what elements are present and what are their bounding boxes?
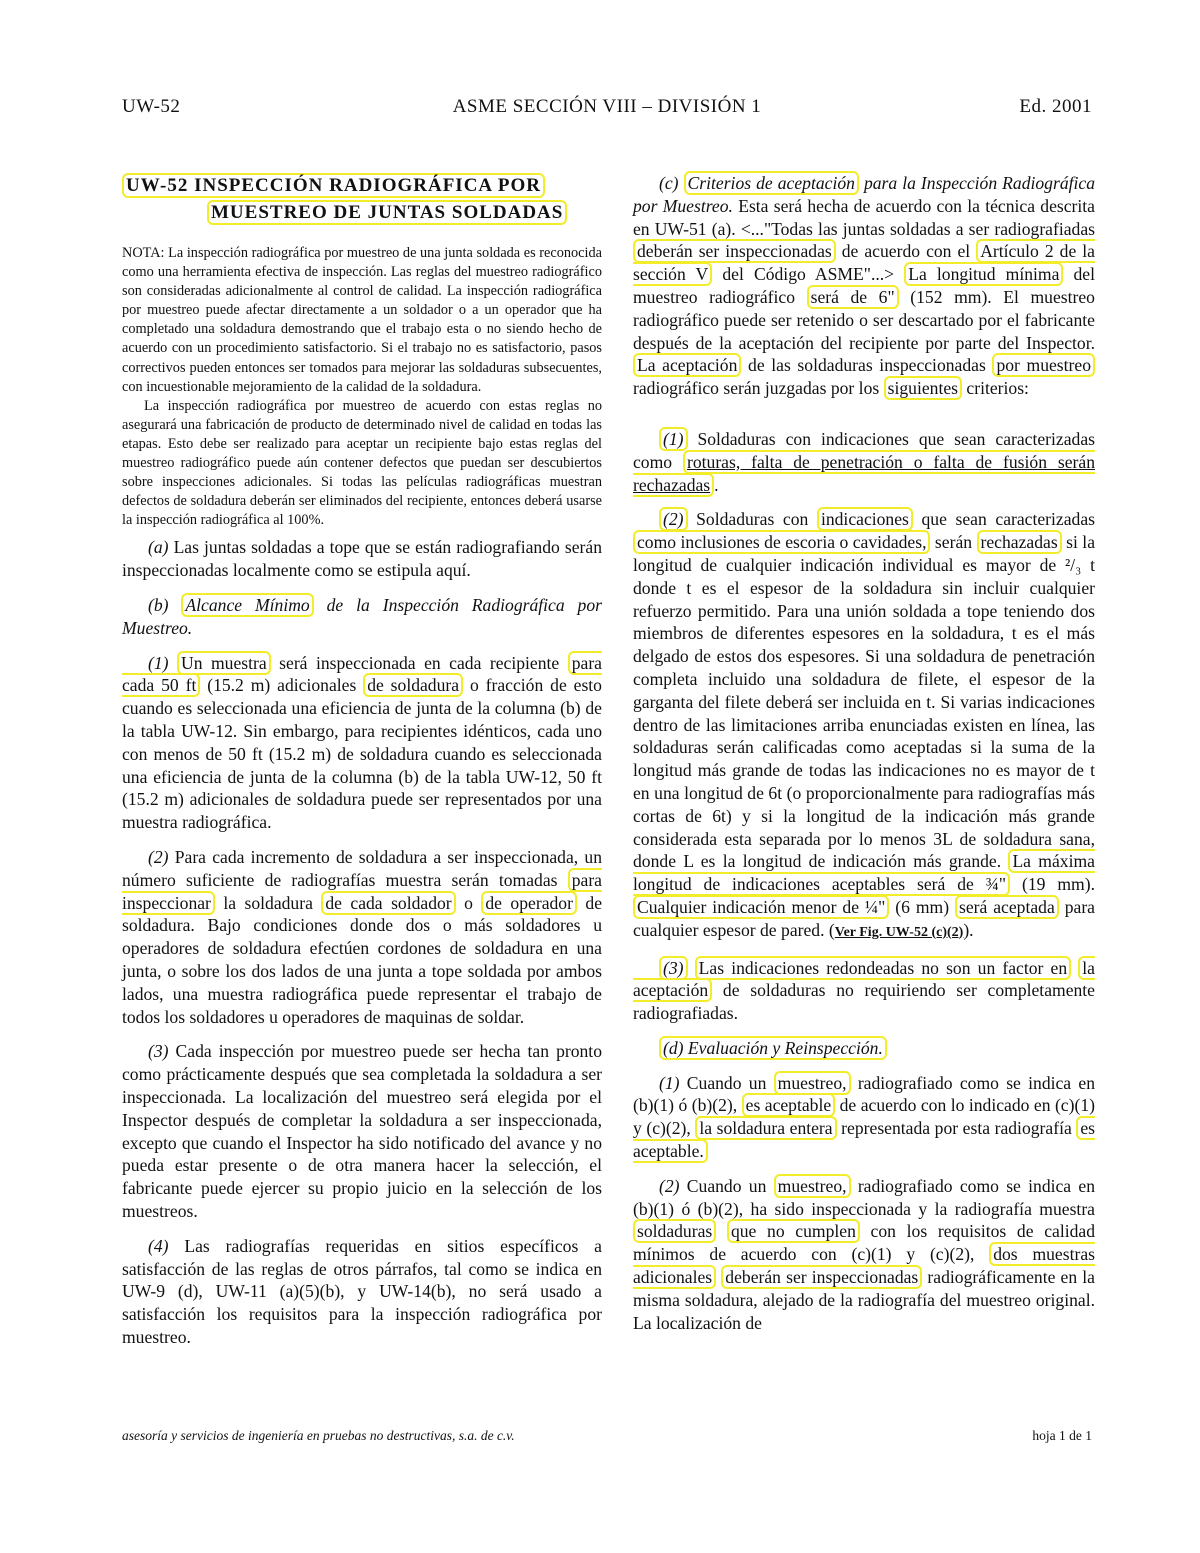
paragraph-c3: (3) Las indicaciones redondeadas no son un factor en la aceptación de soldaduras no requiriendo ser completamente radiografiadas. — [633, 957, 1095, 1024]
left-column — [122, 172, 602, 1361]
title-line-2: MUESTREO DE JUNTAS SOLDADAS — [207, 200, 567, 225]
title-line-1: UW-52 INSPECCIÓN RADIOGRÁFICA POR — [122, 173, 545, 198]
paragraph-c1: (1) Soldaduras con indicaciones que sean caracterizadas como roturas, falta de penetración o falta de fusión serán rechazadas . — [633, 428, 1095, 495]
header-title: ASME SECCIÓN VIII – DIVISIÓN 1 — [452, 96, 762, 117]
paragraph-d1: (1) Cuando un muestreo, radiografiado como se indica en (b)(1) ó (b)(2), es aceptable de acuerdo con lo indicado en (c)(1) y (c)(2), la soldadura entera representada por esta radiografía es aceptable. — [633, 1072, 1095, 1162]
note-paragraph-1: NOTA: La inspección radiográfica por muestreo de una junta soldada es reconocida como una herramienta efectiva de inspección. Las reglas del muestreo radiográfico son consideradas adicionalmente al control de calidad. La inspección radiográfica por muestreo puede afectar directamente a un soldador o a un operador que ha completado una soldadura demostrando que el trabajo esta o no siendo hecho de acuerdo con un procedimiento satisfactorio. Si el trabajo no es satisfactorio, pasos correctivos pueden entonces ser tomados para mejorar las soldaduras subsecuentes, con incuestionable mejoramiento de la calidad de la soldadura. — [122, 245, 602, 395]
right-column — [633, 172, 1095, 1334]
paragraph-d: (d) Evaluación y Reinspección. — [633, 1037, 1095, 1060]
paragraph-c: (c) Criterios de aceptación para la Inspección Radiográfica por Muestreo. Esta será hecha de acuerdo con la técnica descrita en UW-51 (a). <..."Todas las juntas soldadas a ser radiografiadas deberán ser inspeccionadas de acuerdo con el Artículo 2 de la sección V del Código ASME"...> La longitud mínima del muestreo radiográfico será de 6" (152 mm). El muestreo radiográfico puede ser retenido o ser descartado por el fabricante después de la aceptación del recipiente por parte del Inspector. La aceptación de las soldaduras inspeccionadas por muestreo radiográfico serán juzgadas por los siguientes criterios: — [633, 173, 1095, 399]
paragraph-b1: (1) Un muestra será inspeccionada en cada recipiente para cada 50 ft (15.2 m) adicionales de soldadura o fracción de esto cuando es seleccionada una eficiencia de junta de la columna (b) de la tabla UW-12. Sin embargo, para recipientes idénticos, cada uno con menos de 50 ft (15.2 m) de soldadura cuando es seleccionada una eficiencia de junta de la columna (b) de la tabla UW-12, 50 ft (15.2 m) adicionales de soldadura puede ser representados por una muestra radiográfica. — [122, 652, 602, 833]
paragraph-b4: (4) Las radiografías requeridas en sitios específicos a satisfacción de las reglas de otros párrafos, tal como se indica en UW-9 (d), UW-11 (a)(5)(b), y UW-14(b), no será usado a satisfacción los requisitos para la inspección radiográfica por muestreo. — [122, 1235, 602, 1347]
footer-company: asesoría y servicios de ingeniería en pruebas no destructivas, s.a. de c.v. — [122, 1428, 515, 1443]
page-footer — [122, 1428, 1092, 1450]
paragraph-d2: (2) Cuando un muestreo, radiografiado como se indica en (b)(1) ó (b)(2), ha sido inspeccionada y la radiografía muestra soldaduras que no cumplen con los requisitos de calidad mínimos de acuerdo con (c)(1) y (c)(2), dos muestras adicionales deberán ser inspeccionadas radiográficamente en la misma soldadura, alejado de la radiografía del muestreo original. La localización de — [633, 1175, 1096, 1333]
header-edition: Ed. 2001 — [1019, 96, 1092, 117]
paragraph-b3: (3) Cada inspección por muestreo puede ser hecha tan pronto como prácticamente después que sea completada la soldadura a ser inspeccionada. La localización del muestreo será elegida por el Inspector después de completar la soldadura a ser inspeccionada, excepto que cuando el Inspector ha sido notificado del avance y no pueda estar presente o de otra manera hacer la selección, el fabricante puede ejercer su propio juicio en la selección de los muestreos. — [122, 1041, 602, 1221]
paragraph-a: (a) Las juntas soldadas a tope que se están radiografiando serán inspeccionadas localmente como se estipula aquí. — [122, 537, 602, 581]
paragraph-c2: (2) Soldaduras con indicaciones que sean caracterizadas como inclusiones de escoria o cavidades, serán rechazadas si la longitud de cualquier indicación individual es mayor de ²/₃ t donde t es el espesor de la soldadura sin incluir cualquier refuerzo permitido. Para una unión soldada a tope teniendo dos miembros de diferentes espesores en la soldadura, t es el más delgado de estos dos espesores. Si una soldadura de penetración completa incluido una soldadura de filete, el espesor de la garganta del filete deberá ser incluida en t. Si varias indicaciones dentro de las limitaciones arriba enunciadas existen en línea, las soldaduras serán calificadas como aceptadas si la suma de la longitud más grande de todas las indicaciones no es mayor de t en una longitud de 6t (o proporcionalmente para radiografías más cortas de 6t) y si la longitud de la indicación más grande considerada esta separada por lo menos 3L de soldadura sana, donde L es la longitud de indicación más grande. La máxima longitud de indicaciones aceptables será de ¾" (19 mm). Cualquier indicación menor de ¼" (6 mm) será aceptada para cualquier espesor de pared. (Ver Fig. UW-52 (c)(2)). — [633, 509, 1096, 940]
header-code: UW-52 — [122, 96, 181, 117]
highlight-alcance-minimo: Alcance Mínimo — [181, 593, 313, 617]
page-header — [122, 96, 1092, 124]
label-a: (a) — [148, 537, 169, 558]
paragraph-b2: (2) Para cada incremento de soldadura a ser inspeccionada, un número suficiente de radiografías muestra serán tomadas para inspeccionar la soldadura de cada soldador o de operador de soldadura. Bajo condiciones donde dos o más soldadores u operadores de soldadura efectúen cordones de soldadura en una junta, o sobre los dos lados de una junta a tope soldada por ambos lados, una muestra radiográfica puede representar el trabajo de todos los soldadores u operadores de maquinas de soldar. — [122, 846, 603, 1027]
paragraph-b: (b) Alcance Mínimo de la Inspección Radiográfica por Muestreo. — [122, 595, 602, 638]
note-paragraph-2: La inspección radiográfica por muestreo de acuerdo con estas reglas no asegurará una fabricación de producto de determinado nivel de calidad en todas las etapas. Esto debe ser realizado para aceptar un recipiente bajo estas reglas del muestreo radiográfico puede aún contener defectos que puedan ser descubiertos sobre inspecciones adicionales. Si todas las películas radiográficas muestran defectos de soldadura deberán ser eliminados del recipiente, entonces deberá usarse la inspección radiográfica al 100%. — [122, 397, 602, 529]
footer-page-number: hoja 1 de 1 — [1032, 1428, 1092, 1443]
section-title — [122, 172, 602, 226]
figure-reference: Ver Fig. UW-52 (c)(2) — [834, 924, 964, 940]
